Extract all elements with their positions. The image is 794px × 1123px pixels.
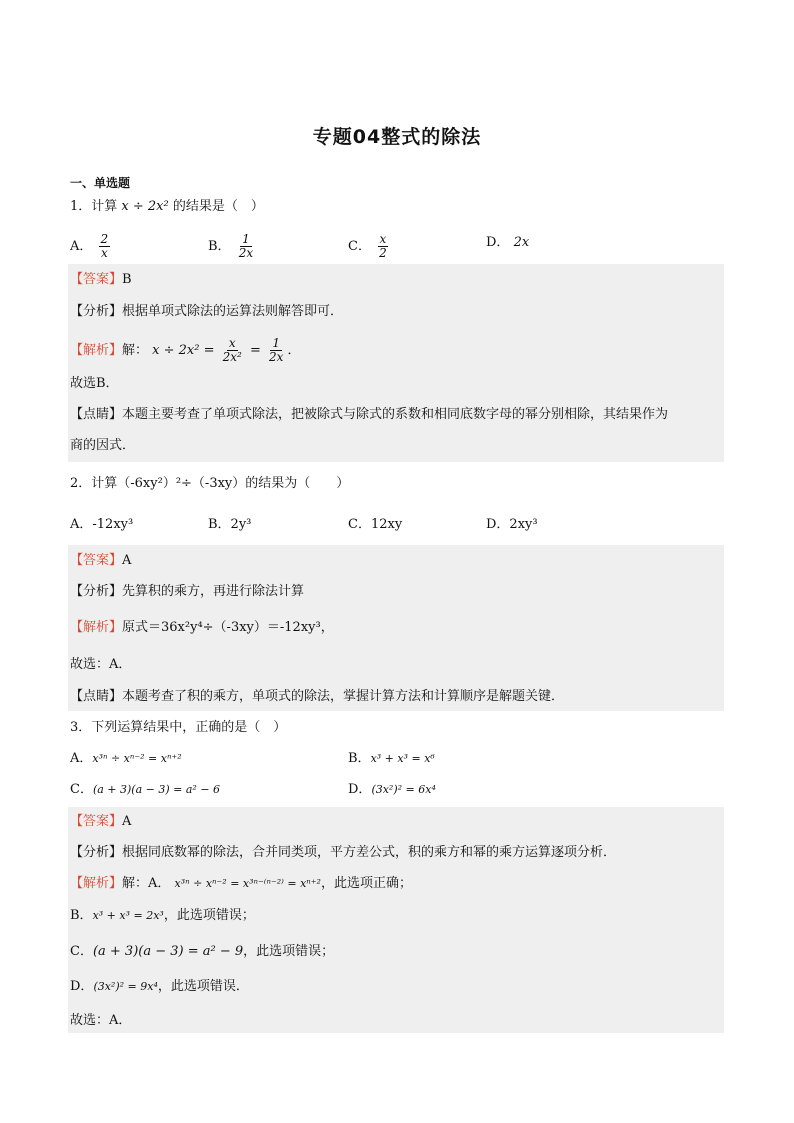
fraction: $\frac{1}{2x}$ (269, 336, 284, 364)
q2-solution: 【解析】原式＝36x²y⁴÷（-3xy）＝-12xy³， (70, 620, 334, 635)
q1-choose: 故选B． (70, 376, 119, 391)
fraction: $\frac{x}{2}$ (379, 232, 387, 260)
q3-solution-d: D．(3x²)² = 9x⁴，此选项错误． (70, 979, 249, 994)
q1-option-c: C． $\frac{x}{2}$ (348, 232, 387, 260)
fraction: $\frac{x}{\text{2x²}}$ (222, 336, 242, 364)
q1-comment-cont: 商的因式． (70, 438, 136, 453)
q2-choose: 故选：A． (70, 657, 132, 672)
q2-stem: 2．计算（-6xy²）²÷（-3xy）的结果为（ ） (70, 476, 350, 491)
section-heading: 一、单选题 (70, 176, 131, 190)
q3-option-b: B．x³ + x³ = x⁶ (348, 751, 435, 766)
q3-solution: 【解析】解：A． x³ⁿ ÷ xⁿ⁻² = x³ⁿ⁻⁽ⁿ⁻²⁾ = xⁿ⁺²，此选项正确； (70, 876, 412, 891)
q3-solution-b: B．x³ + x³ = 2x³，此选项错误； (70, 908, 255, 923)
q2-option-d: D．2xy³ (486, 517, 538, 532)
q1-option-b: B． $\frac{1}{2x}$ (208, 232, 254, 260)
q3-solution-c: C．(a + 3)(a − 3) = a² − 9，此选项错误； (70, 944, 335, 959)
q3-analysis: 【分析】根据同底数幂的除法，合并同类项，平方差公式，积的乘方和幂的乘方运算逐项分析． (70, 845, 617, 860)
q1-option-d: D． 2x (486, 235, 530, 250)
q2-option-c: C．12xy (348, 517, 403, 532)
q3-option-c: C．(a + 3)(a − 3) = a² − 6 (70, 782, 221, 797)
fraction: $\frac{2}{x}$ (100, 232, 109, 260)
q1-option-a: A． $\frac{2}{x}$ (70, 232, 109, 260)
q2-option-a: A．-12xy³ (70, 517, 134, 532)
q3-choose: 故选：A． (70, 1013, 132, 1028)
q3-option-d: D．(3x²)² = 6x⁴ (348, 782, 436, 797)
q1-comment: 【点睛】本题主要考查了单项式除法，把被除式与除式的系数和相同底数字母的幂分别相除，其结果作为 (70, 407, 669, 422)
q3-stem: 3．下列运算结果中，正确的是（ ） (70, 720, 287, 735)
q1-answer: 【答案】B (70, 272, 132, 287)
q3-answer: 【答案】A (70, 814, 132, 829)
q1-stem: 1．计算 x ÷ 2x² 的结果是（ ） (70, 199, 264, 214)
q2-comment: 【点睛】本题考查了积的乘方，单项式的除法，掌握计算方法和计算顺序是解题关键． (70, 689, 565, 704)
q1-solution: 【解析】解： x ÷ 2x² = $\frac{x}{\text{2x²}}$ = $\frac{1}{2x}$ ． (70, 336, 301, 364)
q2-analysis: 【分析】先算积的乘方，再进行除法计算 (70, 584, 305, 599)
page-title: 专题04整式的除法 (312, 126, 482, 148)
q2-answer: 【答案】A (70, 553, 132, 568)
fraction: $\frac{1}{2x}$ (238, 232, 254, 260)
q2-option-b: B．2y³ (208, 517, 252, 532)
q1-stem-expr: x ÷ 2x² (121, 199, 169, 214)
q3-option-a: A．x³ⁿ ÷ xⁿ⁻² = xⁿ⁺² (70, 751, 182, 766)
q1-analysis: 【分析】根据单项式除法的运算法则解答即可． (70, 304, 344, 319)
